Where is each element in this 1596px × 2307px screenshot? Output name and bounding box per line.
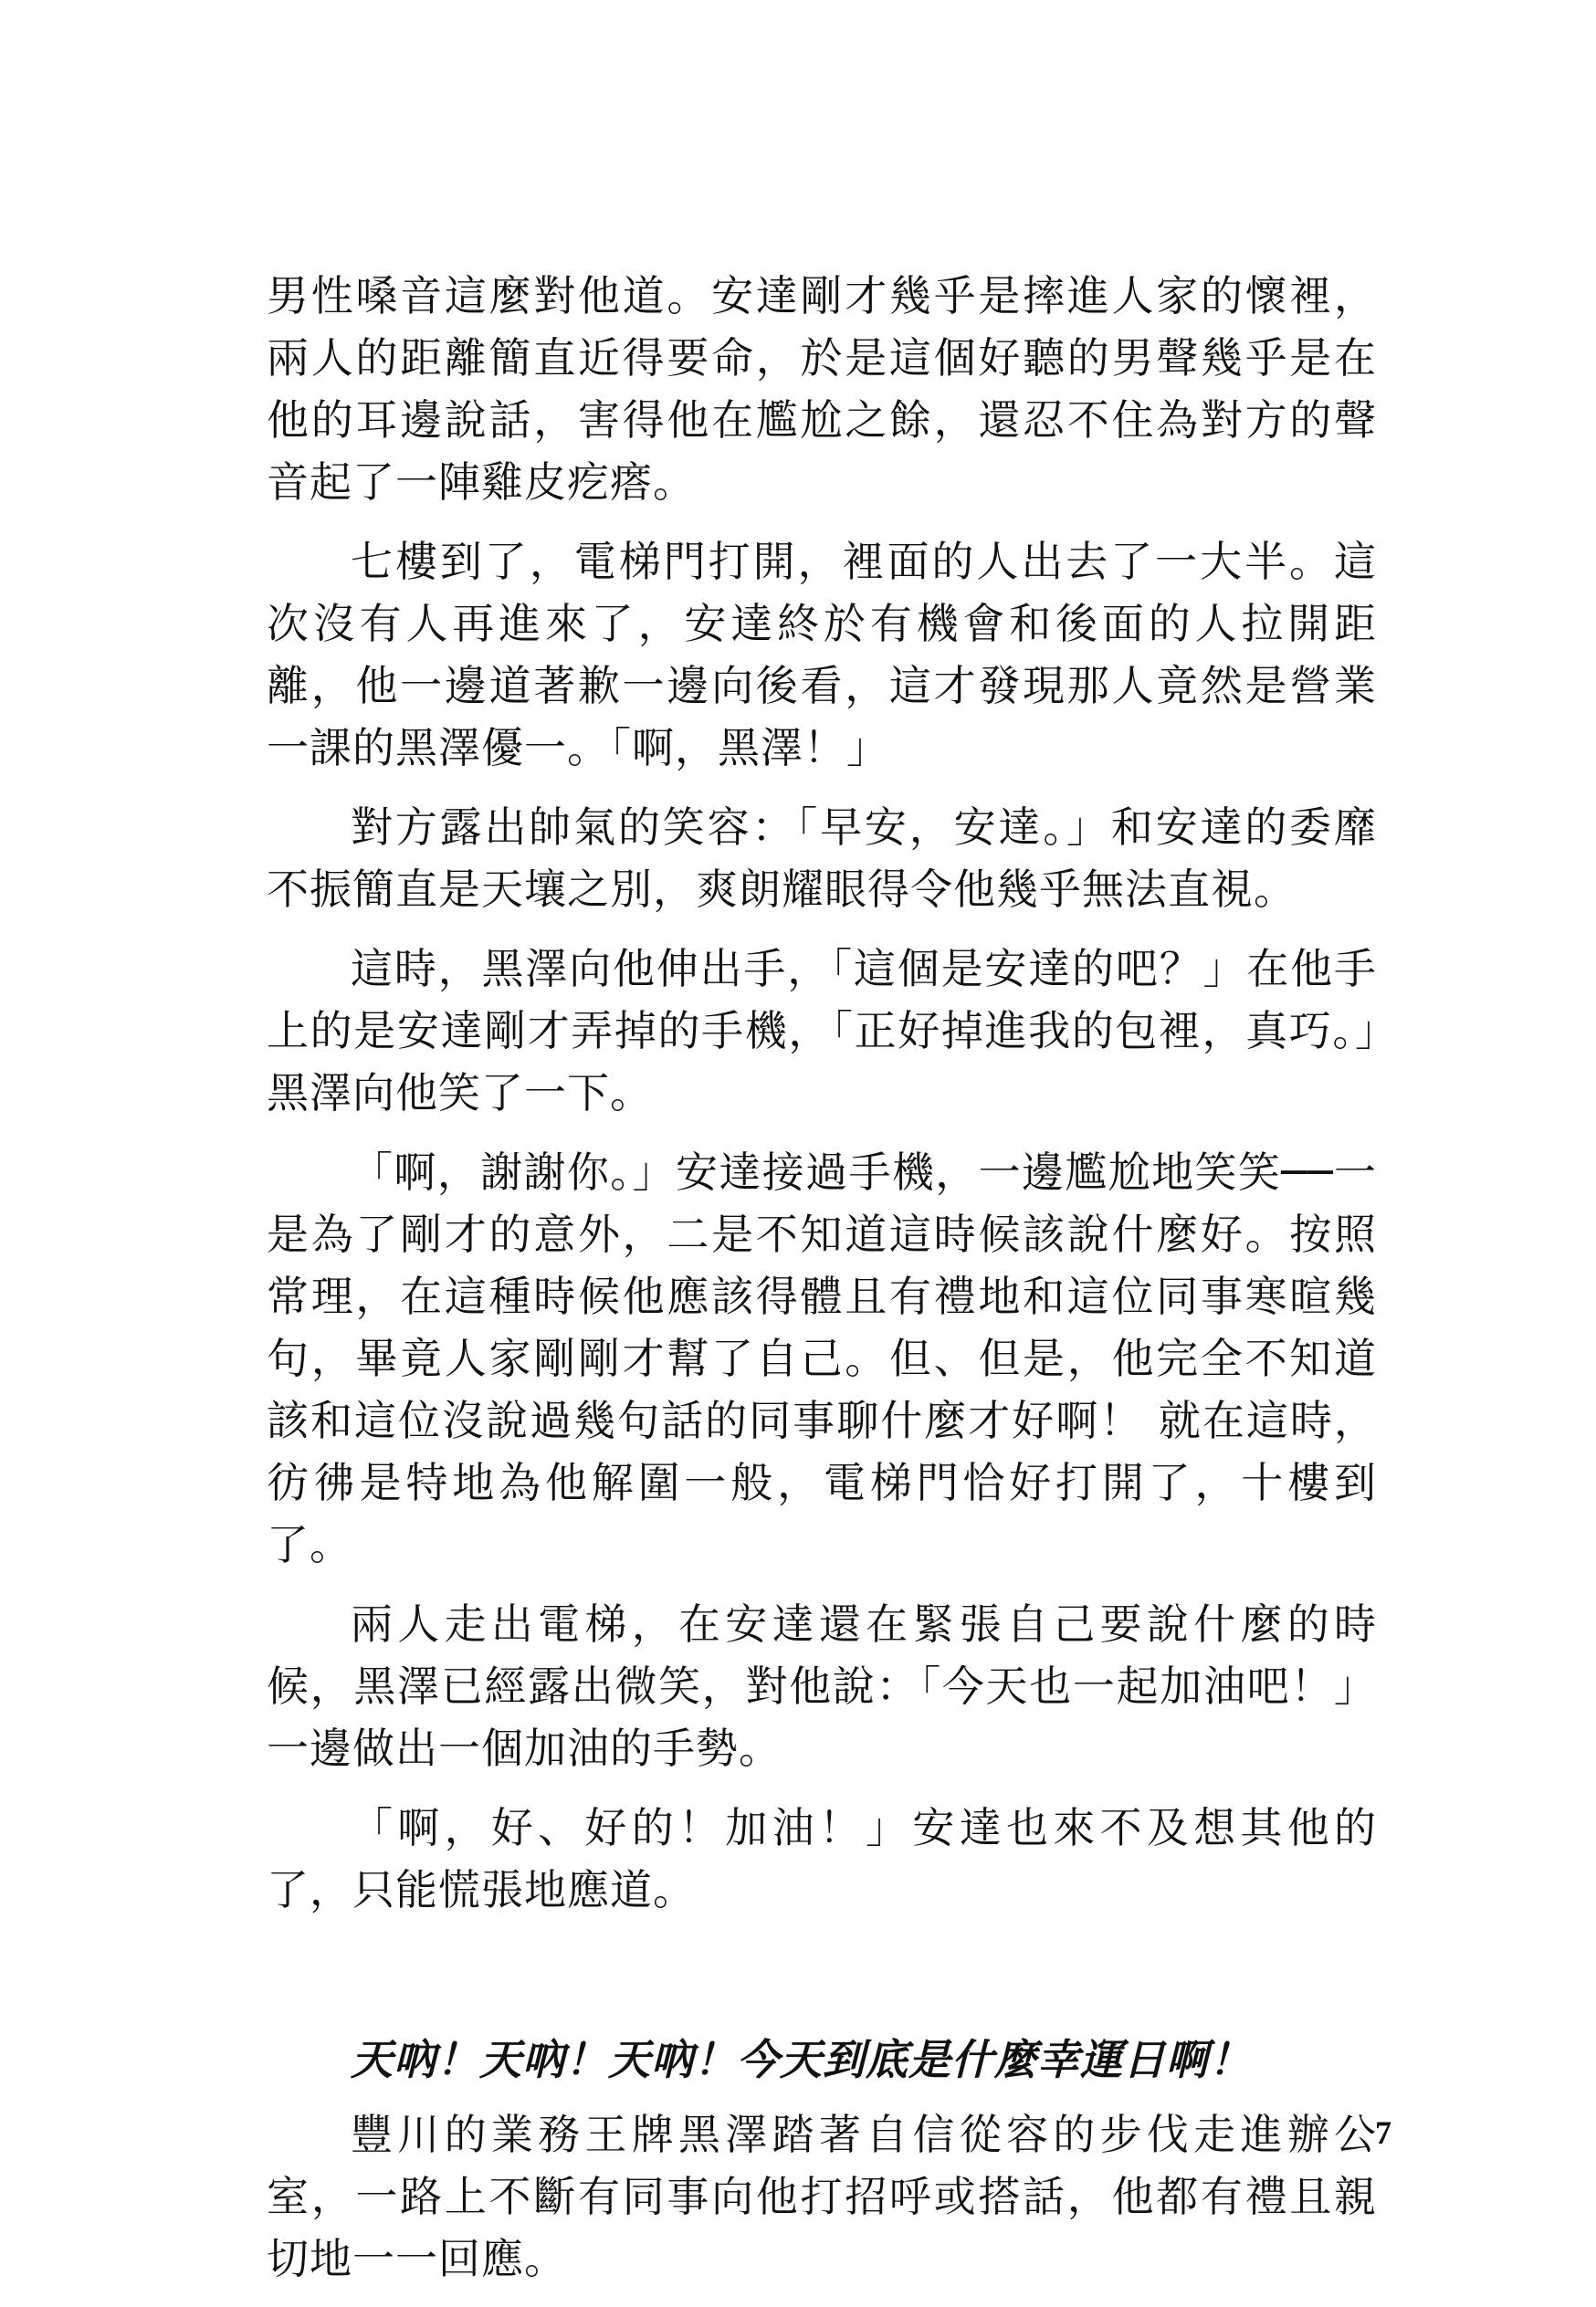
paragraph-5: 「啊，謝謝你。」安達接過手機，一邊尷尬地笑笑──一是為了剛才的意外，二是不知道這時候該說什麼好。按照常理，在這種時候他應該得體且有禮地和這位同事寒暄幾句，畢竟人家剛剛才幫了自己。但、但是，他完全不知道該和這位沒說過幾句話的同事聊什麼才好啊！ 就在這時，彷彿是特地為他解圍一般，電梯門恰好打開了，十樓到了。 bbox=[267, 1148, 1377, 1569]
paragraph-2: 七樓到了，電梯門打開，裡面的人出去了一大半。這次沒有人再進來了，安達終於有機會和後面的人拉開距離，他一邊道著歉一邊向後看，這才發現那人竟然是營業一課的黑澤優一。「啊，黑澤！」 bbox=[267, 537, 1377, 772]
scene-break-heading: 天吶！天吶！天吶！今天到底是什麼幸運日啊！ bbox=[351, 2035, 1252, 2084]
paragraph-6: 兩人走出電梯，在安達還在緊張自己要說什麼的時候，黑澤已經露出微笑，對他說：「今天也一起加油吧！」一邊做出一個加油的手勢。 bbox=[267, 1599, 1377, 1773]
paragraph-8: 豐川的業務王牌黑澤踏著自信從容的步伐走進辦公室，一路上不斷有同事向他打招呼或搭話，他都有禮且親切地一一回應。 bbox=[267, 2110, 1377, 2283]
body-text bbox=[267, 265, 1377, 2307]
paragraph-7: 「啊，好、好的！加油！」安達也來不及想其他的了，只能慌張地應道。 bbox=[267, 1803, 1377, 1914]
paragraph-3: 對方露出帥氣的笑容：「早安，安達。」和安達的委靡不振簡直是天壤之別，爽朗耀眼得令他幾乎無法直視。 bbox=[267, 802, 1377, 914]
page-number: 7 bbox=[1375, 2114, 1391, 2151]
paragraph-1: 男性嗓音這麼對他道。安達剛才幾乎是摔進人家的懷裡，兩人的距離簡直近得要命，於是這個好聽的男聲幾乎是在他的耳邊說話，害得他在尷尬之餘，還忍不住為對方的聲音起了一陣雞皮疙瘩。 bbox=[267, 271, 1377, 507]
paragraph-4: 這時，黑澤向他伸出手，「這個是安達的吧？」在他手上的是安達剛才弄掉的手機，「正好掉進我的包裡，真巧。」黑澤向他笑了一下。 bbox=[267, 944, 1377, 1117]
